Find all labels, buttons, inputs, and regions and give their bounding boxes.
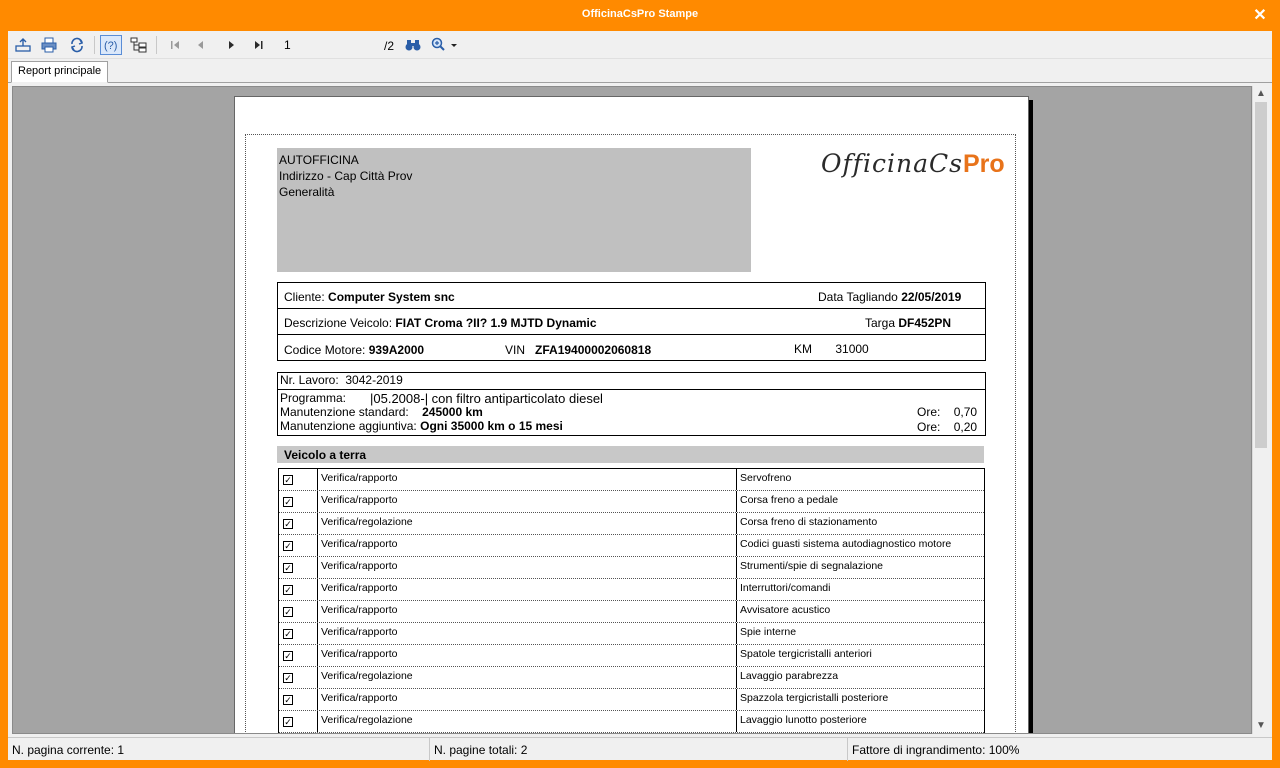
cliente-label: Cliente: xyxy=(284,290,325,304)
checkbox-cell xyxy=(279,623,318,644)
checklist-table xyxy=(278,468,985,733)
standard-ore-label: Ore: xyxy=(917,405,941,419)
checklist-row xyxy=(279,557,984,579)
prev-page-icon[interactable] xyxy=(190,35,212,55)
info-row-veicolo xyxy=(278,309,985,335)
data-label: Data Tagliando xyxy=(818,290,898,304)
next-page-icon[interactable] xyxy=(220,35,242,55)
binoculars-icon[interactable] xyxy=(402,35,424,55)
item-cell: Strumenti/spie di segnalazione xyxy=(740,560,884,572)
checkbox-checked-icon: ✓ xyxy=(284,475,292,485)
checkbox-cell xyxy=(279,711,318,732)
toolbar xyxy=(8,31,1272,59)
toolbar-separator xyxy=(156,36,157,54)
km-value: 31000 xyxy=(835,342,869,356)
operation-cell: Verifica/regolazione xyxy=(319,711,737,732)
aggiuntiva-ore-label: Ore: xyxy=(917,420,941,434)
checkbox-cell xyxy=(279,579,318,600)
checklist-row xyxy=(279,711,984,733)
checklist-row xyxy=(279,667,984,689)
lavoro-value: 3042-2019 xyxy=(345,373,403,387)
info-row-cliente xyxy=(278,283,985,309)
scroll-down-icon[interactable]: ▼ xyxy=(1256,720,1266,731)
client-area xyxy=(8,31,1272,760)
scroll-up-icon[interactable]: ▲ xyxy=(1256,88,1266,99)
work-order-box xyxy=(277,372,986,436)
motore-label: Codice Motore: xyxy=(284,343,366,357)
toolbar-separator xyxy=(94,36,95,54)
standard-label: Manutenzione standard: xyxy=(280,405,409,419)
checkbox-checked-icon: ✓ xyxy=(284,541,292,551)
checkbox-cell xyxy=(279,689,318,710)
checkbox-cell xyxy=(279,667,318,688)
operation-cell: Verifica/regolazione xyxy=(319,667,737,688)
refresh-icon[interactable] xyxy=(66,35,88,55)
checkbox-cell xyxy=(279,535,318,556)
item-cell: Spazzola tergicristalli posteriore xyxy=(740,692,889,704)
title-bar xyxy=(0,0,1280,31)
checkbox-checked-icon: ✓ xyxy=(284,629,292,639)
checkbox-cell xyxy=(279,557,318,578)
printer-icon[interactable] xyxy=(38,35,60,55)
status-current-page: N. pagina corrente: 1 xyxy=(8,738,430,761)
km-label: KM xyxy=(794,342,812,356)
status-zoom: Fattore di ingrandimento: 100% xyxy=(852,743,1020,757)
checkbox-checked-icon: ✓ xyxy=(284,717,292,727)
targa-label: Targa xyxy=(865,316,896,330)
motore-value: 939A2000 xyxy=(368,343,425,357)
operation-cell: Verifica/rapporto xyxy=(319,557,737,578)
page-content-frame xyxy=(245,134,1016,734)
tab-strip xyxy=(8,59,1272,83)
officinacs-logo xyxy=(821,149,1005,179)
last-page-icon[interactable] xyxy=(248,35,270,55)
operation-cell: Verifica/rapporto xyxy=(319,623,737,644)
item-cell: Corsa freno a pedale xyxy=(740,494,839,506)
work-divider xyxy=(278,389,985,390)
operation-cell: Verifica/rapporto xyxy=(319,579,737,600)
targa-value: DF452PN xyxy=(898,316,952,330)
preview-viewport[interactable] xyxy=(12,86,1252,734)
checklist-row xyxy=(279,491,984,513)
operation-cell: Verifica/rapporto xyxy=(319,491,737,512)
company-details: Generalità xyxy=(279,185,335,199)
svg-text:(?): (?) xyxy=(104,40,118,52)
standard-ore-value: 0,70 xyxy=(953,405,978,419)
veicolo-value: FIAT Croma ?II? 1.9 MJTD Dynamic xyxy=(395,316,597,330)
help-icon[interactable] xyxy=(100,35,122,55)
checkbox-checked-icon: ✓ xyxy=(284,673,292,683)
veicolo-label: Descrizione Veicolo: xyxy=(284,316,393,330)
checklist-row xyxy=(279,513,984,535)
checkbox-cell xyxy=(279,491,318,512)
operation-cell: Verifica/rapporto xyxy=(319,645,737,666)
close-icon[interactable]: ✕ xyxy=(1253,7,1267,24)
vin-label: VIN xyxy=(505,343,526,357)
company-header xyxy=(277,148,751,272)
item-cell: Corsa freno di stazionamento xyxy=(740,516,878,528)
company-address: Indirizzo - Cap Città Prov xyxy=(279,169,413,183)
checkbox-cell xyxy=(279,601,318,622)
operation-cell: Verifica/rapporto xyxy=(319,535,737,556)
item-cell: Servofreno xyxy=(740,472,792,484)
page-total-label: /2 xyxy=(384,39,395,53)
first-page-icon[interactable] xyxy=(164,35,186,55)
checkbox-checked-icon: ✓ xyxy=(284,585,292,595)
vehicle-info-box xyxy=(277,282,986,361)
item-cell: Spie interne xyxy=(740,626,797,638)
status-bar xyxy=(8,737,1272,760)
aggiuntiva-ore-value: 0,20 xyxy=(953,420,978,434)
checkbox-cell xyxy=(279,469,318,490)
page-number-input[interactable] xyxy=(282,36,380,54)
item-cell: Lavaggio lunotto posteriore xyxy=(740,714,867,726)
checkbox-cell xyxy=(279,513,318,534)
info-row-motore xyxy=(278,335,985,361)
window-title: OfficinaCsPro Stampe xyxy=(581,8,699,20)
checkbox-checked-icon: ✓ xyxy=(284,563,292,573)
checklist-row xyxy=(279,579,984,601)
checklist-row xyxy=(279,601,984,623)
lavoro-label: Nr. Lavoro: xyxy=(280,373,339,387)
operation-cell: Verifica/regolazione xyxy=(319,513,737,534)
aggiuntiva-value: Ogni 35000 km o 15 mesi xyxy=(420,419,563,433)
scroll-thumb[interactable] xyxy=(1255,102,1267,448)
programma-value: |05.2008-| con filtro antiparticolato diesel xyxy=(370,391,603,406)
zoom-icon[interactable] xyxy=(430,35,460,55)
item-cell: Spatole tergicristalli anteriori xyxy=(740,648,872,660)
checklist-row xyxy=(279,645,984,667)
cliente-value: Computer System snc xyxy=(328,290,455,304)
operation-cell: Verifica/rapporto xyxy=(319,689,737,710)
checkbox-checked-icon: ✓ xyxy=(284,497,292,507)
tree-icon[interactable] xyxy=(128,35,150,55)
operation-cell: Verifica/rapporto xyxy=(319,469,737,490)
item-cell: Codici guasti sistema autodiagnostico motore xyxy=(740,538,952,550)
aggiuntiva-label: Manutenzione aggiuntiva: xyxy=(280,419,417,433)
export-icon[interactable] xyxy=(12,35,34,55)
item-cell: Lavaggio parabrezza xyxy=(740,670,839,682)
standard-value: 245000 km xyxy=(422,405,483,419)
report-page xyxy=(234,96,1029,734)
checkbox-checked-icon: ✓ xyxy=(284,519,292,529)
logo-main: OfficinaCs xyxy=(821,149,963,178)
checklist-row xyxy=(279,689,984,711)
checkbox-cell xyxy=(279,645,318,666)
company-name: AUTOFFICINA xyxy=(279,153,359,167)
checkbox-checked-icon: ✓ xyxy=(284,651,292,661)
vin-value: ZFA19400002060818 xyxy=(535,343,652,357)
checkbox-checked-icon: ✓ xyxy=(284,695,292,705)
checklist-row xyxy=(279,535,984,557)
data-value: 22/05/2019 xyxy=(901,290,962,304)
vertical-scrollbar[interactable] xyxy=(1252,86,1268,734)
section-title: Veicolo a terra xyxy=(277,446,984,463)
checkbox-checked-icon: ✓ xyxy=(284,607,292,617)
item-cell: Avvisatore acustico xyxy=(740,604,831,616)
programma-label: Programma: xyxy=(280,391,347,405)
logo-accent: Pro xyxy=(962,150,1005,178)
status-total-pages: N. pagine totali: 2 xyxy=(430,738,848,761)
operation-cell: Verifica/rapporto xyxy=(319,601,737,622)
checklist-row xyxy=(279,623,984,645)
item-cell: Interruttori/comandi xyxy=(740,582,831,594)
checklist-row xyxy=(279,469,984,491)
tab-report-principale[interactable]: Report principale xyxy=(11,61,108,83)
